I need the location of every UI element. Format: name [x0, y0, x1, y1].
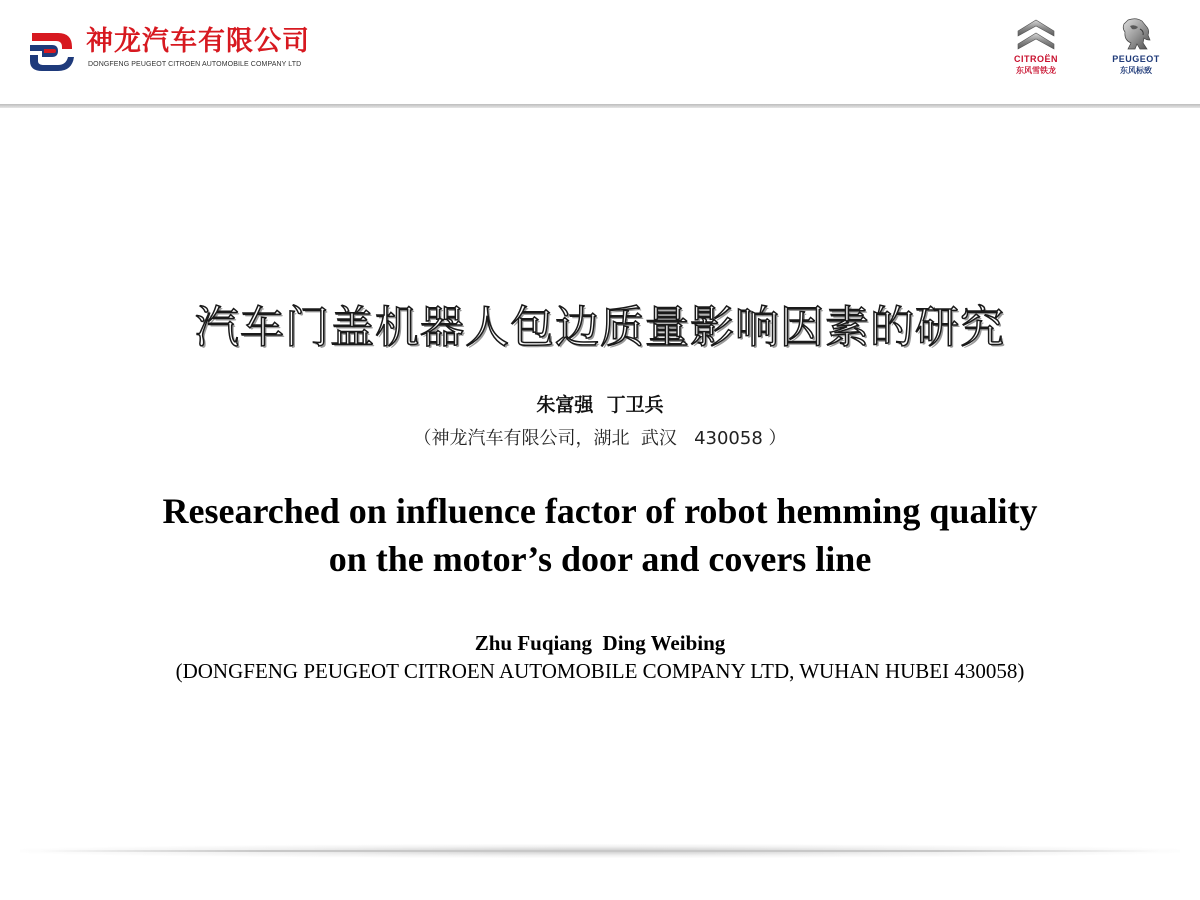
footer-divider — [40, 850, 1160, 852]
paper-title-cn: 汽车门盖机器人包边质量影响因素的研究 — [195, 302, 1005, 353]
peugeot-lion-icon — [1116, 16, 1156, 52]
paper-title-en — [0, 487, 1200, 583]
peugeot-sub: 东风标致 — [1120, 66, 1152, 75]
slide-header — [0, 0, 1200, 104]
citroen-sub: 东风雪铁龙 — [1016, 66, 1056, 75]
citroen-double-chevron-icon — [1014, 16, 1058, 52]
header-divider — [0, 104, 1200, 108]
dpca-logo-icon — [28, 27, 76, 73]
paper-title-en-line2: on the motor’s door and covers line — [328, 539, 872, 579]
paper-affiliation-en: (DONGFENG PEUGEOT CITROEN AUTOMOBILE COMPANY LTD, WUHAN HUBEI 430058) — [175, 659, 1025, 683]
paper-authors-cn: 朱富强 丁卫兵 — [536, 394, 664, 416]
peugeot-brand — [1098, 16, 1174, 76]
paper-affiliation-cn: （神龙汽车有限公司，湖北 武汉 430058 ） — [413, 428, 787, 449]
citroen-brand — [998, 16, 1074, 76]
peugeot-name: PEUGEOT — [1112, 54, 1160, 64]
citroen-name: CITROËN — [1014, 54, 1058, 64]
company-name-cn: 神龙汽车有限公司 — [86, 26, 310, 57]
company-name-en: DONGFENG PEUGEOT CITROEN AUTOMOBILE COMPANY LTD — [88, 61, 302, 68]
paper-title-en-line1: Researched on influence factor of robot hemming quality — [162, 491, 1038, 531]
paper-authors-en: Zhu Fuqiang Ding Weibing — [474, 631, 726, 655]
